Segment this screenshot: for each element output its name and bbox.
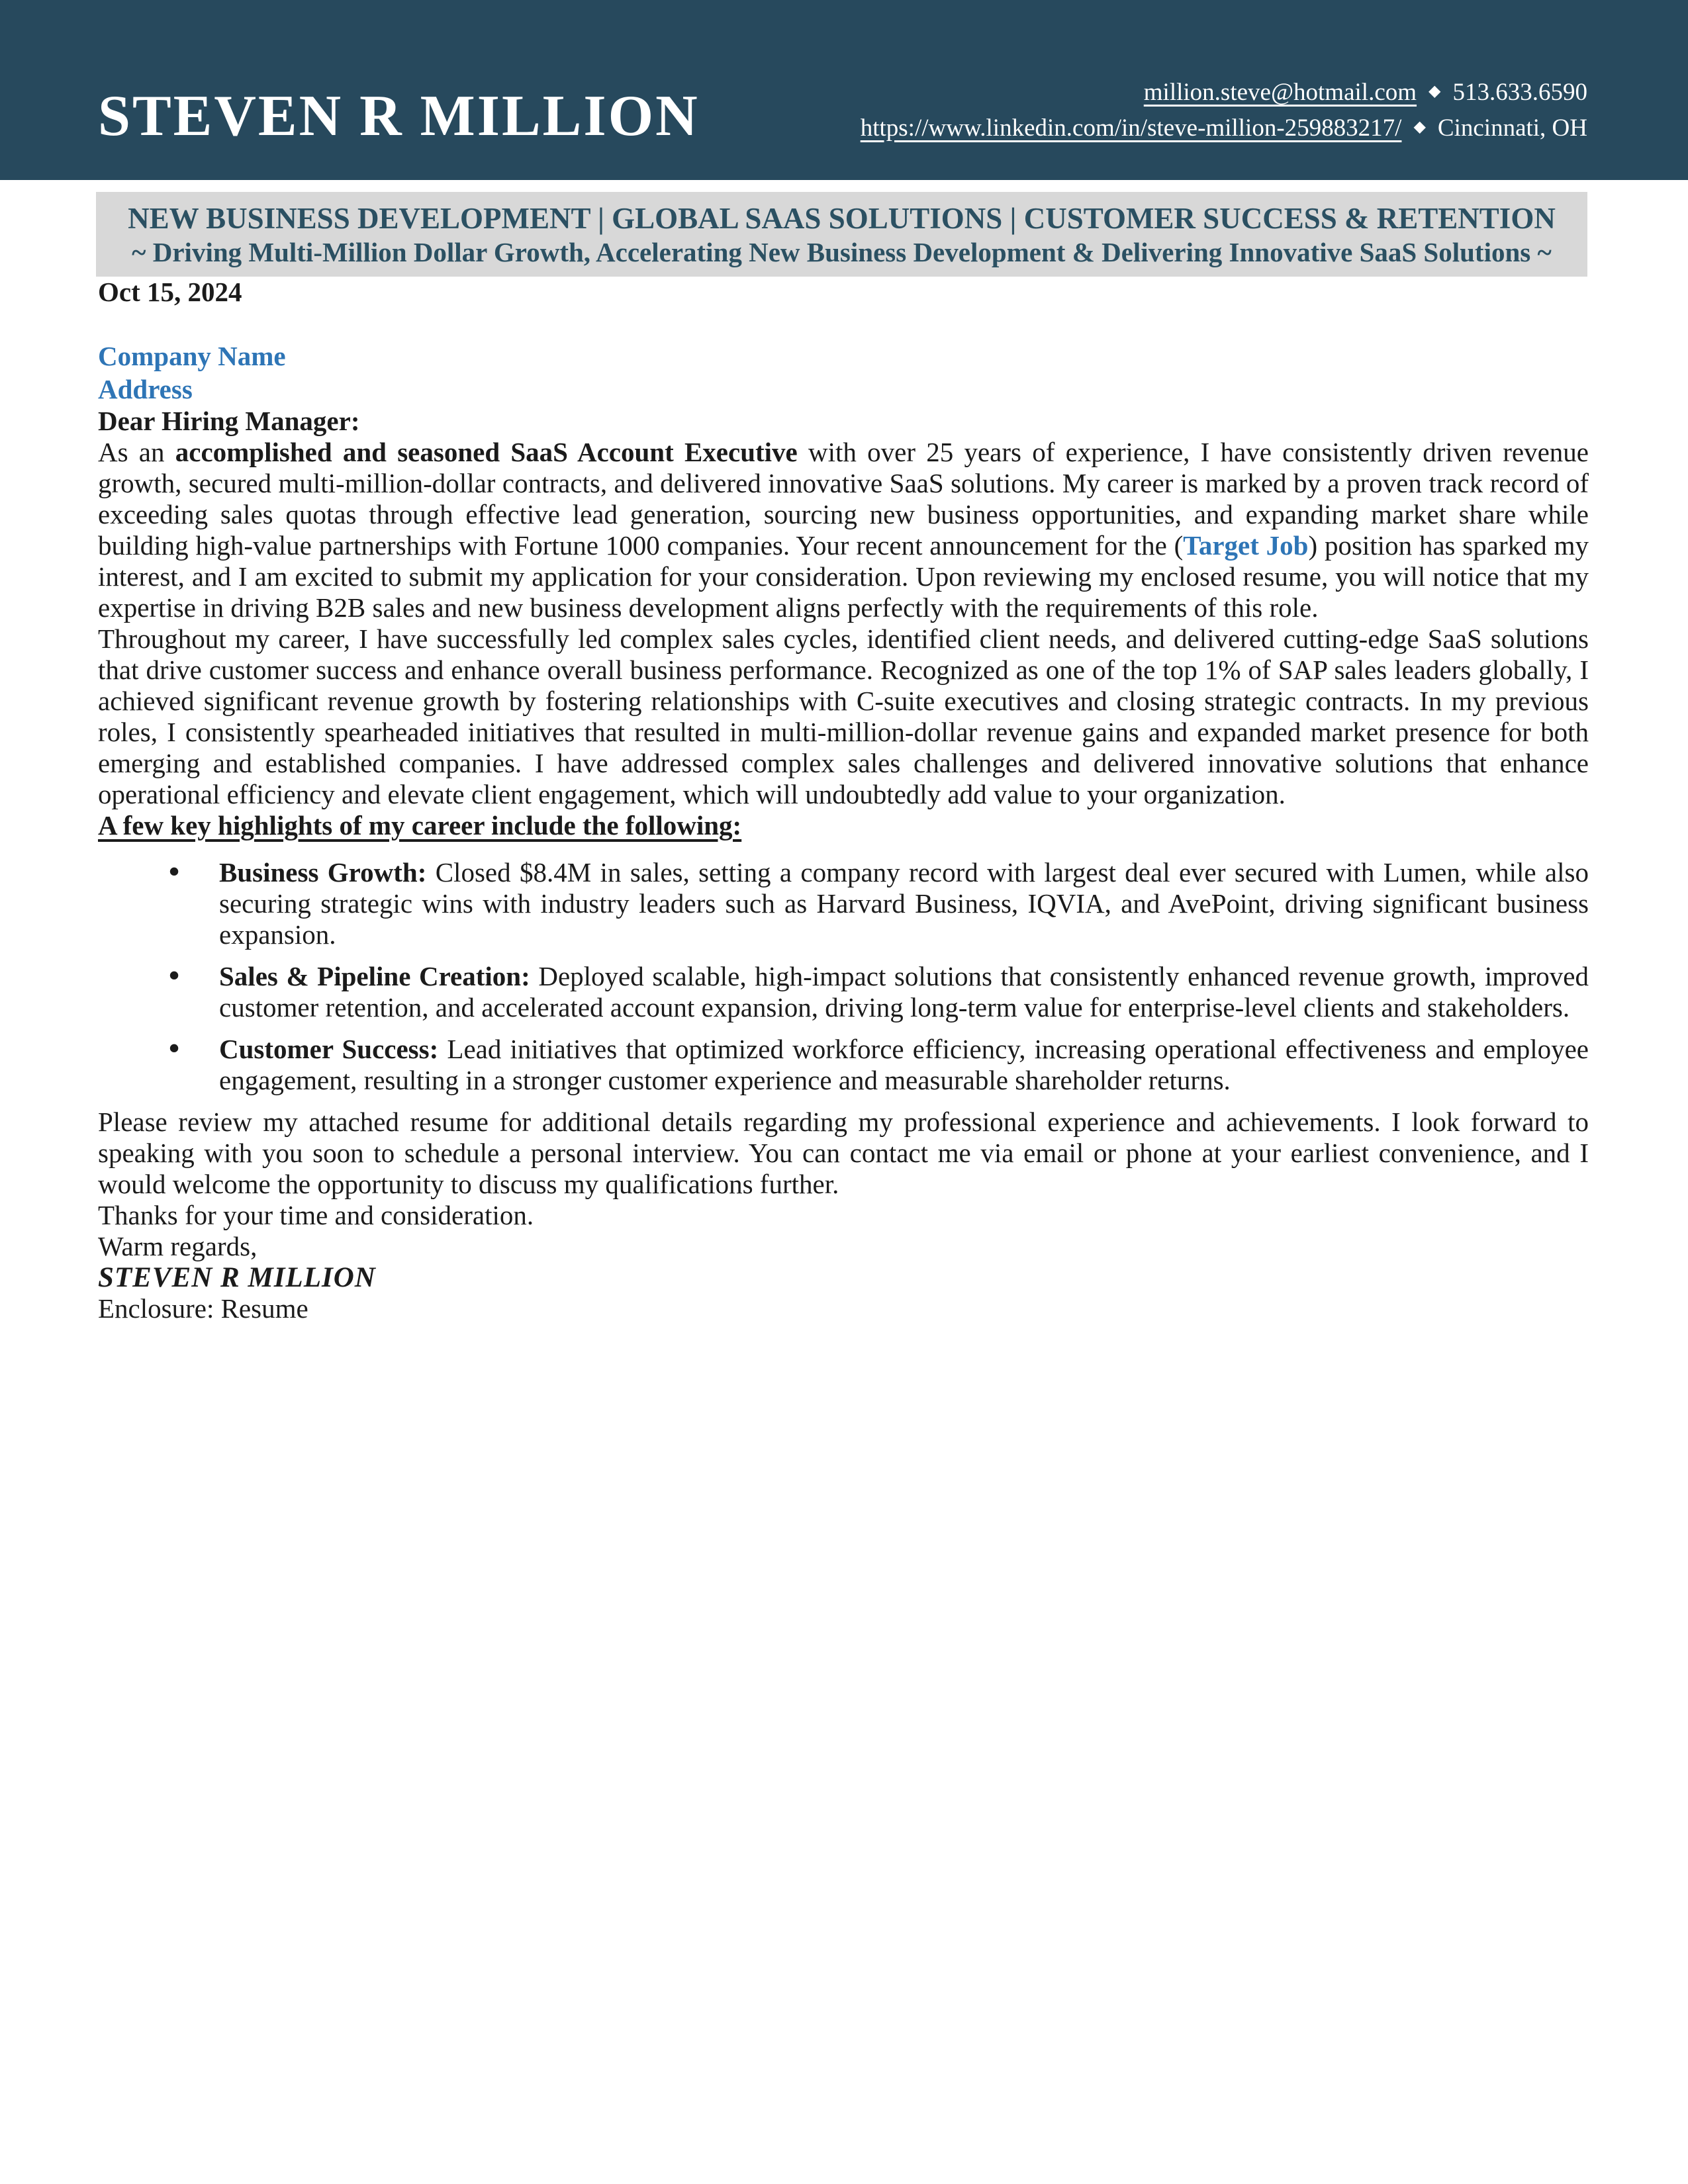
highlights-list	[98, 857, 1589, 1096]
highlights-heading: A few key highlights of my career include the following:	[98, 810, 742, 841]
banner-tagline: ~ Driving Multi-Million Dollar Growth, Accelerating New Business Development & Delivering Innovative SaaS Solutions ~	[132, 237, 1552, 267]
highlight-item-sales-pipeline: • Sales & Pipeline Creation: Deployed scalable, high-impact solutions that consistently enhanced revenue growth, improved customer retention, and accelerated account expansion, driving long-term value for enterprise-level clients and stakeholders.	[169, 961, 1589, 1023]
linkedin-link[interactable]: https://www.linkedin.com/in/steve-million-259883217/	[860, 114, 1402, 142]
recipient-block	[98, 340, 1589, 406]
letterhead	[0, 0, 1688, 180]
salutation: Dear Hiring Manager:	[98, 406, 360, 436]
closing-paragraph: Please review my attached resume for additional details regarding my professional experience and achievements. I look forward to speaking with you soon to schedule a personal interview. You can contact me via email or phone at your earliest convenience, and I would welcome the opportunity to discuss my qualifications further.	[98, 1107, 1589, 1199]
contact-info	[861, 74, 1587, 146]
highlight-item-customer-success: • Customer Success: Lead initiatives that optimized workforce efficiency, increasing operational effectiveness and employee engagement, resulting in a stronger customer experience and measurable shareholder returns.	[169, 1034, 1589, 1096]
location-text: Cincinnati, OH	[1437, 114, 1587, 142]
candidate-name: STEVEN R MILLION	[98, 84, 700, 148]
contact-line-2	[861, 110, 1587, 146]
recipient-address: Address	[98, 374, 193, 404]
headline-banner	[96, 192, 1587, 277]
letter-date: Oct 15, 2024	[98, 277, 242, 307]
recipient-company: Company Name	[98, 341, 286, 371]
diamond-separator-icon: ◆	[1413, 118, 1426, 136]
highlight-item-business-growth: • Business Growth: Closed $8.4M in sales, setting a company record with largest deal ever secured with Lumen, while also securing strategic wins with industry leaders such as Harvard Business, IQVIA, and AvePoint, driving significant business expansion.	[169, 857, 1589, 950]
letter-body	[0, 277, 1688, 1324]
contact-line-1	[861, 74, 1587, 110]
experience-paragraph: Throughout my career, I have successfully led complex sales cycles, identified client needs, and delivered cutting-edge SaaS solutions that drive customer success and enhance overall business performance. Recognized as one of the top 1% of SAP sales leaders globally, I achieved significant revenue growth by fostering relationships with C-suite executives and closing strategic contracts. In my previous roles, I consistently spearheaded initiatives that resulted in multi-million-dollar revenue gains and expanded market presence for both emerging and established companies. I have addressed complex sales challenges and delivered innovative solutions that enhance operational efficiency and elevate client engagement, which will undoubtedly add value to your organization.	[98, 623, 1589, 809]
intro-paragraph: As an accomplished and seasoned SaaS Account Executive with over 25 years of experience, I have consistently driven revenue growth, secured multi-million-dollar contracts, and delivered innovative SaaS solutions. My career is marked by a proven track record of exceeding sales quotas through effective lead generation, sourcing new business opportunities, and expanding market share while building high-value partnerships with Fortune 1000 companies. Your recent announcement for the (Target Job) position has sparked my interest, and I am excited to submit my application for your consideration. Upon reviewing my enclosed resume, you will notice that my expertise in driving B2B sales and new business development aligns perfectly with the requirements of this role.	[98, 437, 1589, 623]
thanks-line: Thanks for your time and consideration.	[98, 1200, 534, 1230]
email-link[interactable]: million.steve@hotmail.com	[1143, 79, 1417, 106]
diamond-separator-icon: ◆	[1429, 83, 1441, 100]
enclosure-line: Enclosure: Resume	[98, 1293, 308, 1324]
valediction: Warm regards,	[98, 1231, 258, 1261]
banner-title: NEW BUSINESS DEVELOPMENT | GLOBAL SAAS SOLUTIONS | CUSTOMER SUCCESS & RETENTION	[128, 202, 1556, 235]
signature-name: STEVEN R MILLION	[98, 1262, 376, 1293]
phone-number: 513.633.6590	[1452, 79, 1587, 106]
